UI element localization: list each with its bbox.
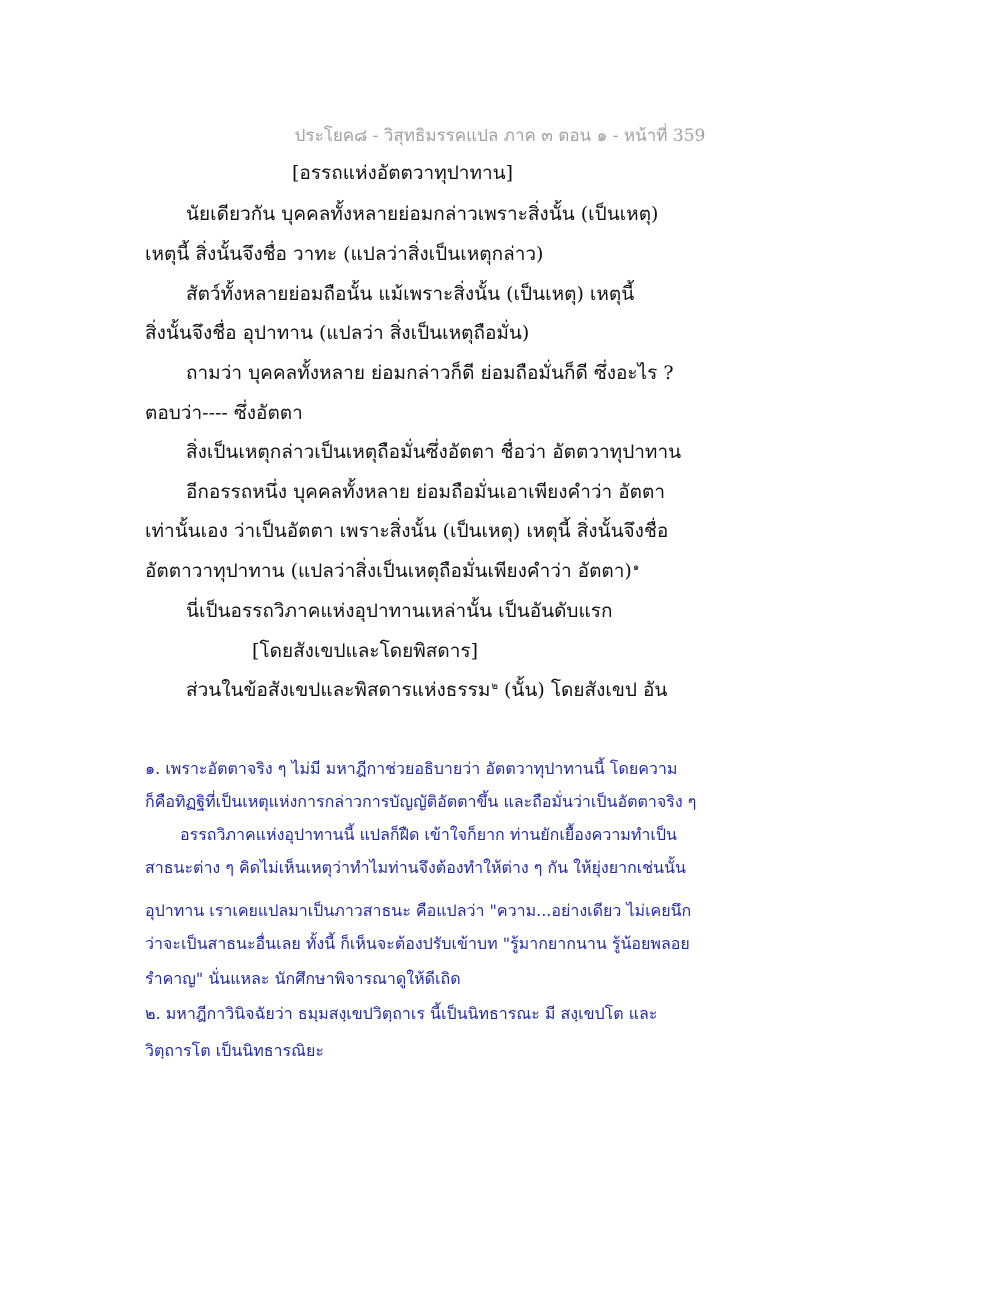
body-line: ตอบว่า---- ซึ่งอัตตา bbox=[145, 402, 303, 424]
footnote-line: อรรถวิภาคแห่งอุปาทานนี้ แปลก็ฝืด เข้าใจก็ยาก ท่านยักเยื้องความทำเป็น bbox=[180, 825, 677, 844]
body-line: นัยเดียวกัน บุคคลทั้งหลายย่อมกล่าวเพราะสิ่งนั้น (เป็นเหตุ) bbox=[186, 203, 659, 225]
footnote-line: ๒. มหาฎีกาวินิจฉัยว่า ธมฺมสงฺเขปวิตฺถาเร นี้เป็นนิทธารณะ มี สงฺเขปโต และ bbox=[145, 1004, 658, 1023]
footnote-line: รำคาญ" นั่นแหละ นักศึกษาพิจารณาดูให้ดีเถิด bbox=[145, 969, 461, 988]
footnote-line: สาธนะต่าง ๆ คิดไม่เห็นเหตุว่าทำไมท่านจึงต้องทำให้ต่าง ๆ กัน ให้ยุ่งยากเช่นนั้น bbox=[145, 858, 686, 877]
body-line: นี่เป็นอรรถวิภาคแห่งอุปาทานเหล่านั้น เป็นอันดับแรก bbox=[186, 600, 613, 622]
section-heading: [โดยสังเขปและโดยพิสดาร] bbox=[252, 640, 479, 662]
body-line: ส่วนในข้อสังเขปและพิสดารแห่งธรรม$^๒$ (นั้น) โดยสังเขป อัน bbox=[186, 679, 668, 701]
footnote-line: วิตฺถารโต เป็นนิทธารณิยะ bbox=[145, 1041, 324, 1060]
body-line: อีกอรรถหนึ่ง บุคคลทั้งหลาย ย่อมถือมั่นเอาเพียงคำว่า อัตตา bbox=[186, 481, 666, 503]
footnote-ref-mark: ๒ bbox=[491, 680, 498, 692]
body-line: อัตตาวาทุปาทาน (แปลว่าสิ่งเป็นเหตุถือมั่นเพียงคำว่า อัตตา)$^๑$ bbox=[145, 560, 640, 582]
page-header: ประโยค๘ - วิสุทธิมรรคแปล ภาค ๓ ตอน ๑ - หน้าที่ 359 bbox=[294, 126, 706, 146]
body-line: สัตว์ทั้งหลายย่อมถือนั้น แม้เพราะสิ่งนั้น (เป็นเหตุ) เหตุนี้ bbox=[186, 283, 635, 305]
footnote-ref-mark: ๑ bbox=[632, 561, 640, 573]
section-heading: [อรรถแห่งอัตตวาทุปาทาน] bbox=[292, 162, 514, 184]
body-line: เหตุนี้ สิ่งนั้นจึงชื่อ วาทะ (แปลว่าสิ่งเป็นเหตุกล่าว) bbox=[145, 243, 544, 265]
footnote-line: อุปาทาน เราเคยแปลมาเป็นภาวสาธนะ คือแปลว่า "ความ...อย่างเดียว ไม่เคยนึก bbox=[145, 901, 692, 920]
body-line: สิ่งนั้นจึงชื่อ อุปาทาน (แปลว่า สิ่งเป็นเหตุถือมั่น) bbox=[145, 322, 530, 344]
footnote-line: ก็คือทิฏฐิที่เป็นเหตุแห่งการกล่าวการบัญญัติอัตตาขึ้น และถือมั่นว่าเป็นอัตตาจริง ๆ bbox=[145, 792, 697, 811]
footnote-line: ๑. เพราะอัตตาจริง ๆ ไม่มี มหาฎีกาช่วยอธิบายว่า อัตตวาทุปาทานนี้ โดยความ bbox=[145, 759, 678, 778]
body-line: สิ่งเป็นเหตุกล่าวเป็นเหตุถือมั่นซึ่งอัตตา ชื่อว่า อัตตวาทุปาทาน bbox=[186, 441, 682, 463]
footnote-line: ว่าจะเป็นสาธนะอื่นเลย ทั้งนี้ ก็เห็นจะต้องปรับเข้าบท "รู้มากยากนาน รู้น้อยพลอย bbox=[145, 934, 690, 953]
body-line: เท่านั้นเอง ว่าเป็นอัตตา เพราะสิ่งนั้น (เป็นเหตุ) เหตุนี้ สิ่งนั้นจึงชื่อ bbox=[145, 520, 669, 542]
body-line: ถามว่า บุคคลทั้งหลาย ย่อมกล่าวก็ดี ย่อมถือมั่นก็ดี ซึ่งอะไร ? bbox=[186, 362, 674, 384]
